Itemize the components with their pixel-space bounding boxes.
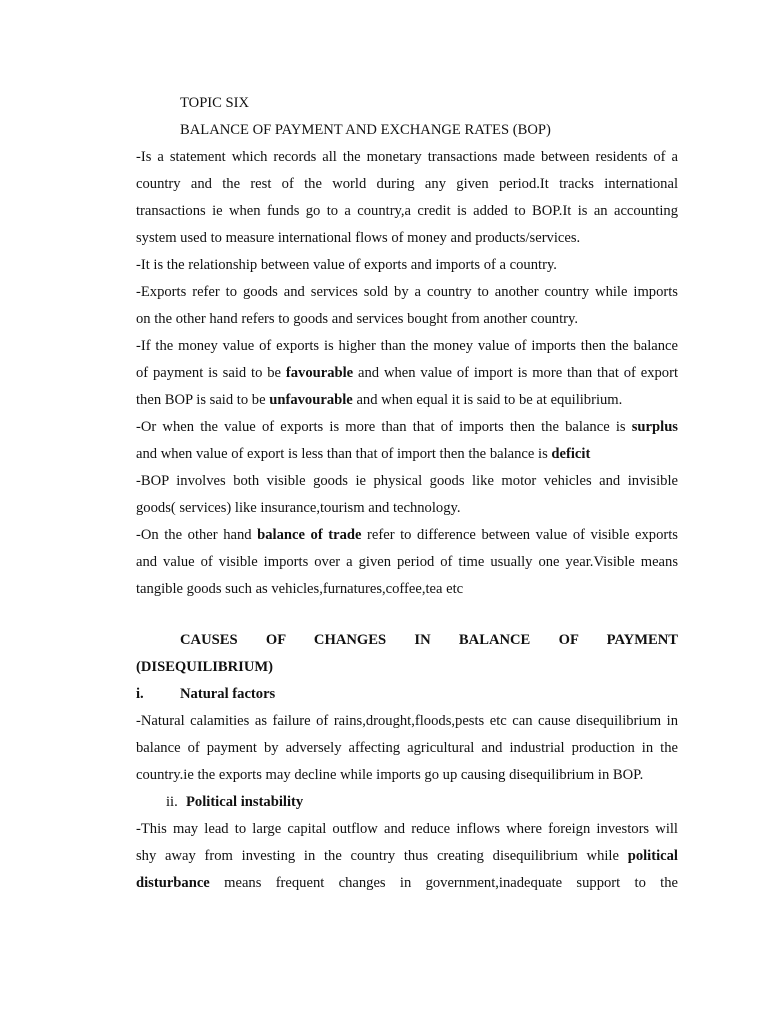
paragraph-natural-factors: -Natural calamities as failure of rains,drought,floods,pests etc can cause disequilibrium in balance of payment by adversely affecting agricultural and industrial production in the country.ie the exports may decline while imports go up causing disequilibrium in BOP.: [136, 713, 678, 783]
subheading-political-instability: ii. Political instability: [166, 794, 304, 810]
paragraph-surplus-deficit: -Or when the value of exports is more than that of imports then the balance is surplus and when value of export is less than that of import then the balance is deficit: [136, 419, 678, 462]
document-title: BALANCE OF PAYMENT AND EXCHANGE RATES (BOP): [180, 122, 551, 138]
section-heading-causes: CAUSES OF CHANGES IN BALANCE OF PAYMENT (DISEQUILIBRIUM): [136, 632, 678, 675]
paragraph-favourable: -If the money value of exports is higher than the money value of imports then the balance of payment is said to be favourable and when value of import is more than that of export then BOP is said to be unfavourable and when equal it is said to be at equilibrium.: [136, 338, 679, 408]
topic-label: TOPIC SIX: [180, 95, 250, 111]
paragraph-balance-of-trade: -On the other hand balance of trade refer to difference between value of visible exports and value of visible imports over a given period of time usually one year.Visible means tangible goods such as vehicles,furnatures,coffee,tea etc: [136, 527, 678, 597]
paragraph-visible-goods: -BOP involves both visible goods ie physical goods like motor vehicles and invisible goods( services) like insurance,tourism and technology.: [136, 473, 678, 516]
paragraph-exports: -Exports refer to goods and services sold by a country to another country while imports on the other hand refers to goods and services bought from another country.: [136, 284, 678, 327]
subheading-natural-factors: i. Natural factors: [136, 686, 276, 702]
paragraph-definition: -Is a statement which records all the monetary transactions made between residents of a country and the rest of the world during any given period.It tracks international transactions ie when funds go to a country,a credit is added to BOP.It is an accounting system used to measure international flows of money and products/services.: [136, 149, 678, 246]
document-body: [136, 90, 678, 897]
paragraph-political-instability: -This may lead to large capital outflow and reduce inflows where foreign investors will shy away from investing in the country thus creating disequilibrium while political disturbance means frequent changes in government,inadequate support to the: [136, 821, 678, 891]
section-gap: [136, 603, 678, 627]
paragraph-relationship: -It is the relationship between value of exports and imports of a country.: [136, 257, 557, 273]
